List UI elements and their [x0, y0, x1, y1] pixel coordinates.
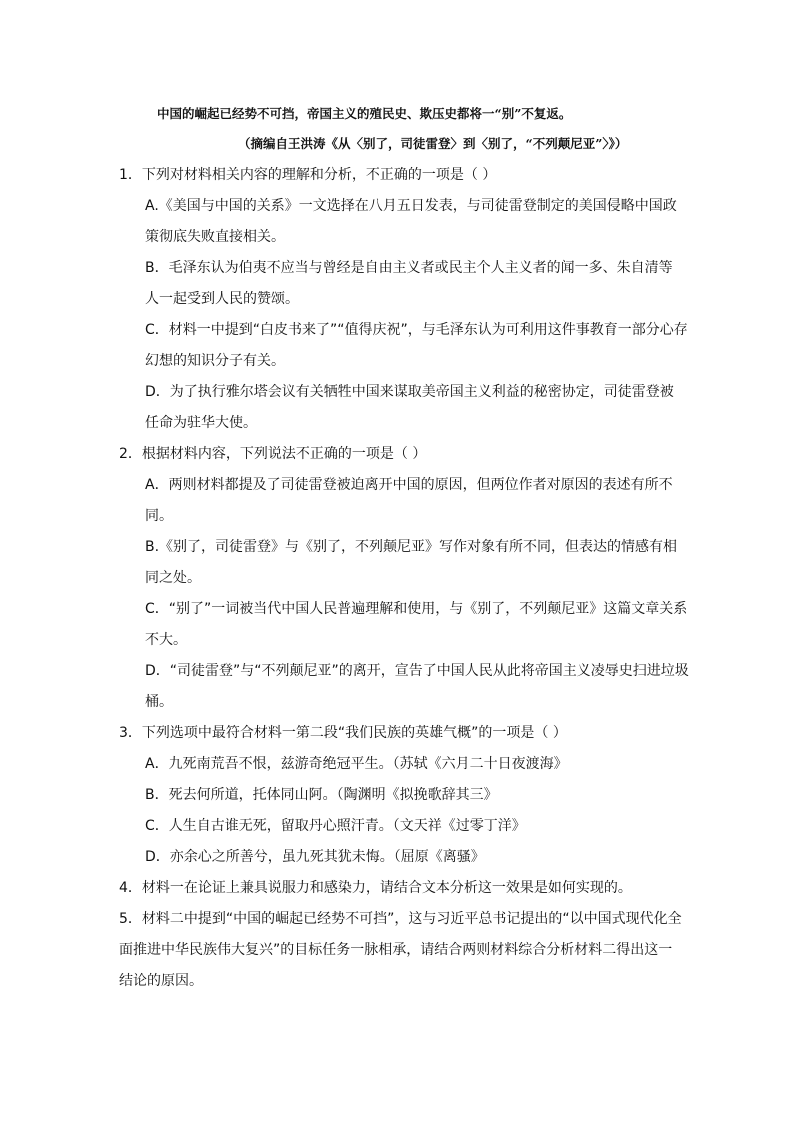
question-2-option-c: C．“别了”一词被当代中国人民普遍理解和使用，与《别了，不列颠尼亚》这篇文章关系 [145, 601, 688, 617]
question-2-option-b-cont: 同之处。 [145, 570, 201, 586]
question-5-stem-cont: 面推进中华民族伟大复兴”的目标任务一脉相承，请结合两则材料综合分析材料二得出这一 [119, 942, 673, 958]
question-1-option-a-cont: 策彻底失败直接相关。 [145, 229, 285, 245]
question-1-option-a: A.《美国与中国的关系》一文选择在八月五日发表，与司徒雷登制定的美国侵略中国政 [145, 198, 677, 214]
question-1-option-c: C．材料一中提到“白皮书来了”“值得庆祝”，与毛泽东认为可利用这件事教育一部分心存 [145, 322, 688, 338]
question-2-option-b: B.《别了，司徒雷登》与《别了，不列颠尼亚》写作对象有所不同，但表达的情感有相 [145, 539, 678, 555]
question-2-option-c-cont: 不大。 [145, 632, 187, 648]
source-citation: （摘编自王洪涛《从〈别了，司徒雷登〉到〈别了，“不列颠尼亚”〉》） [238, 136, 628, 151]
question-5-stem: 5．材料二中提到“中国的崛起已经势不可挡”，这与习近平总书记提出的“以中国式现代化全 [119, 911, 682, 927]
question-1-option-d: D．为了执行雅尔塔会议有关牺牲中国来谋取美帝国主义利益的秘密协定，司徒雷登被 [145, 384, 674, 400]
question-4-stem: 4．材料一在论证上兼具说服力和感染力，请结合文本分析这一效果是如何实现的。 [119, 880, 632, 896]
question-2-stem: 2．根据材料内容，下列说法不正确的一项是（ ） [119, 446, 427, 462]
question-3-option-a: A．九死南荒吾不恨，兹游奇绝冠平生。（苏轼《六月二十日夜渡海》 [145, 756, 568, 772]
question-1-option-b-cont: 人一起受到人民的赞颂。 [145, 291, 299, 307]
question-3-option-d: D．亦余心之所善兮，虽九死其犹未悔。（屈原《离骚》 [145, 849, 485, 865]
question-1-option-d-cont: 任命为驻华大使。 [145, 415, 257, 431]
question-1-option-c-cont: 幻想的知识分子有关。 [145, 353, 285, 369]
question-2-option-a-cont: 同。 [145, 508, 173, 524]
question-3-option-c: C．人生自古谁无死，留取丹心照汗青。（文天祥《过零丁洋》 [145, 818, 526, 834]
question-3-option-b: B．死去何所道，托体同山阿。（陶渊明《拟挽歌辞其三》 [145, 787, 498, 803]
question-3-stem: 3．下列选项中最符合材料一第二段“我们民族的英雄气概”的一项是（ ） [119, 725, 567, 741]
question-1-option-b: B．毛泽东认为伯夷不应当与曾经是自由主义者或民主个人主义者的闻一多、朱自清等 [145, 260, 673, 276]
question-2-option-d-cont: 桶。 [145, 694, 173, 710]
question-2-option-d: D．“司徒雷登”与“不列颠尼亚”的离开，宣告了中国人民从此将帝国主义凌辱史扫进垃圾 [145, 663, 689, 679]
question-5-stem-end: 结论的原因。 [119, 973, 203, 989]
question-1-stem: 1．下列对材料相关内容的理解和分析，不正确的一项是（ ） [119, 167, 497, 183]
quote-line: 中国的崛起已经势不可挡，帝国主义的殖民史、欺压史都将一“别”不复返。 [157, 106, 572, 121]
question-2-option-a: A．两则材料都提及了司徒雷登被迫离开中国的原因，但两位作者对原因的表述有所不 [145, 477, 673, 493]
